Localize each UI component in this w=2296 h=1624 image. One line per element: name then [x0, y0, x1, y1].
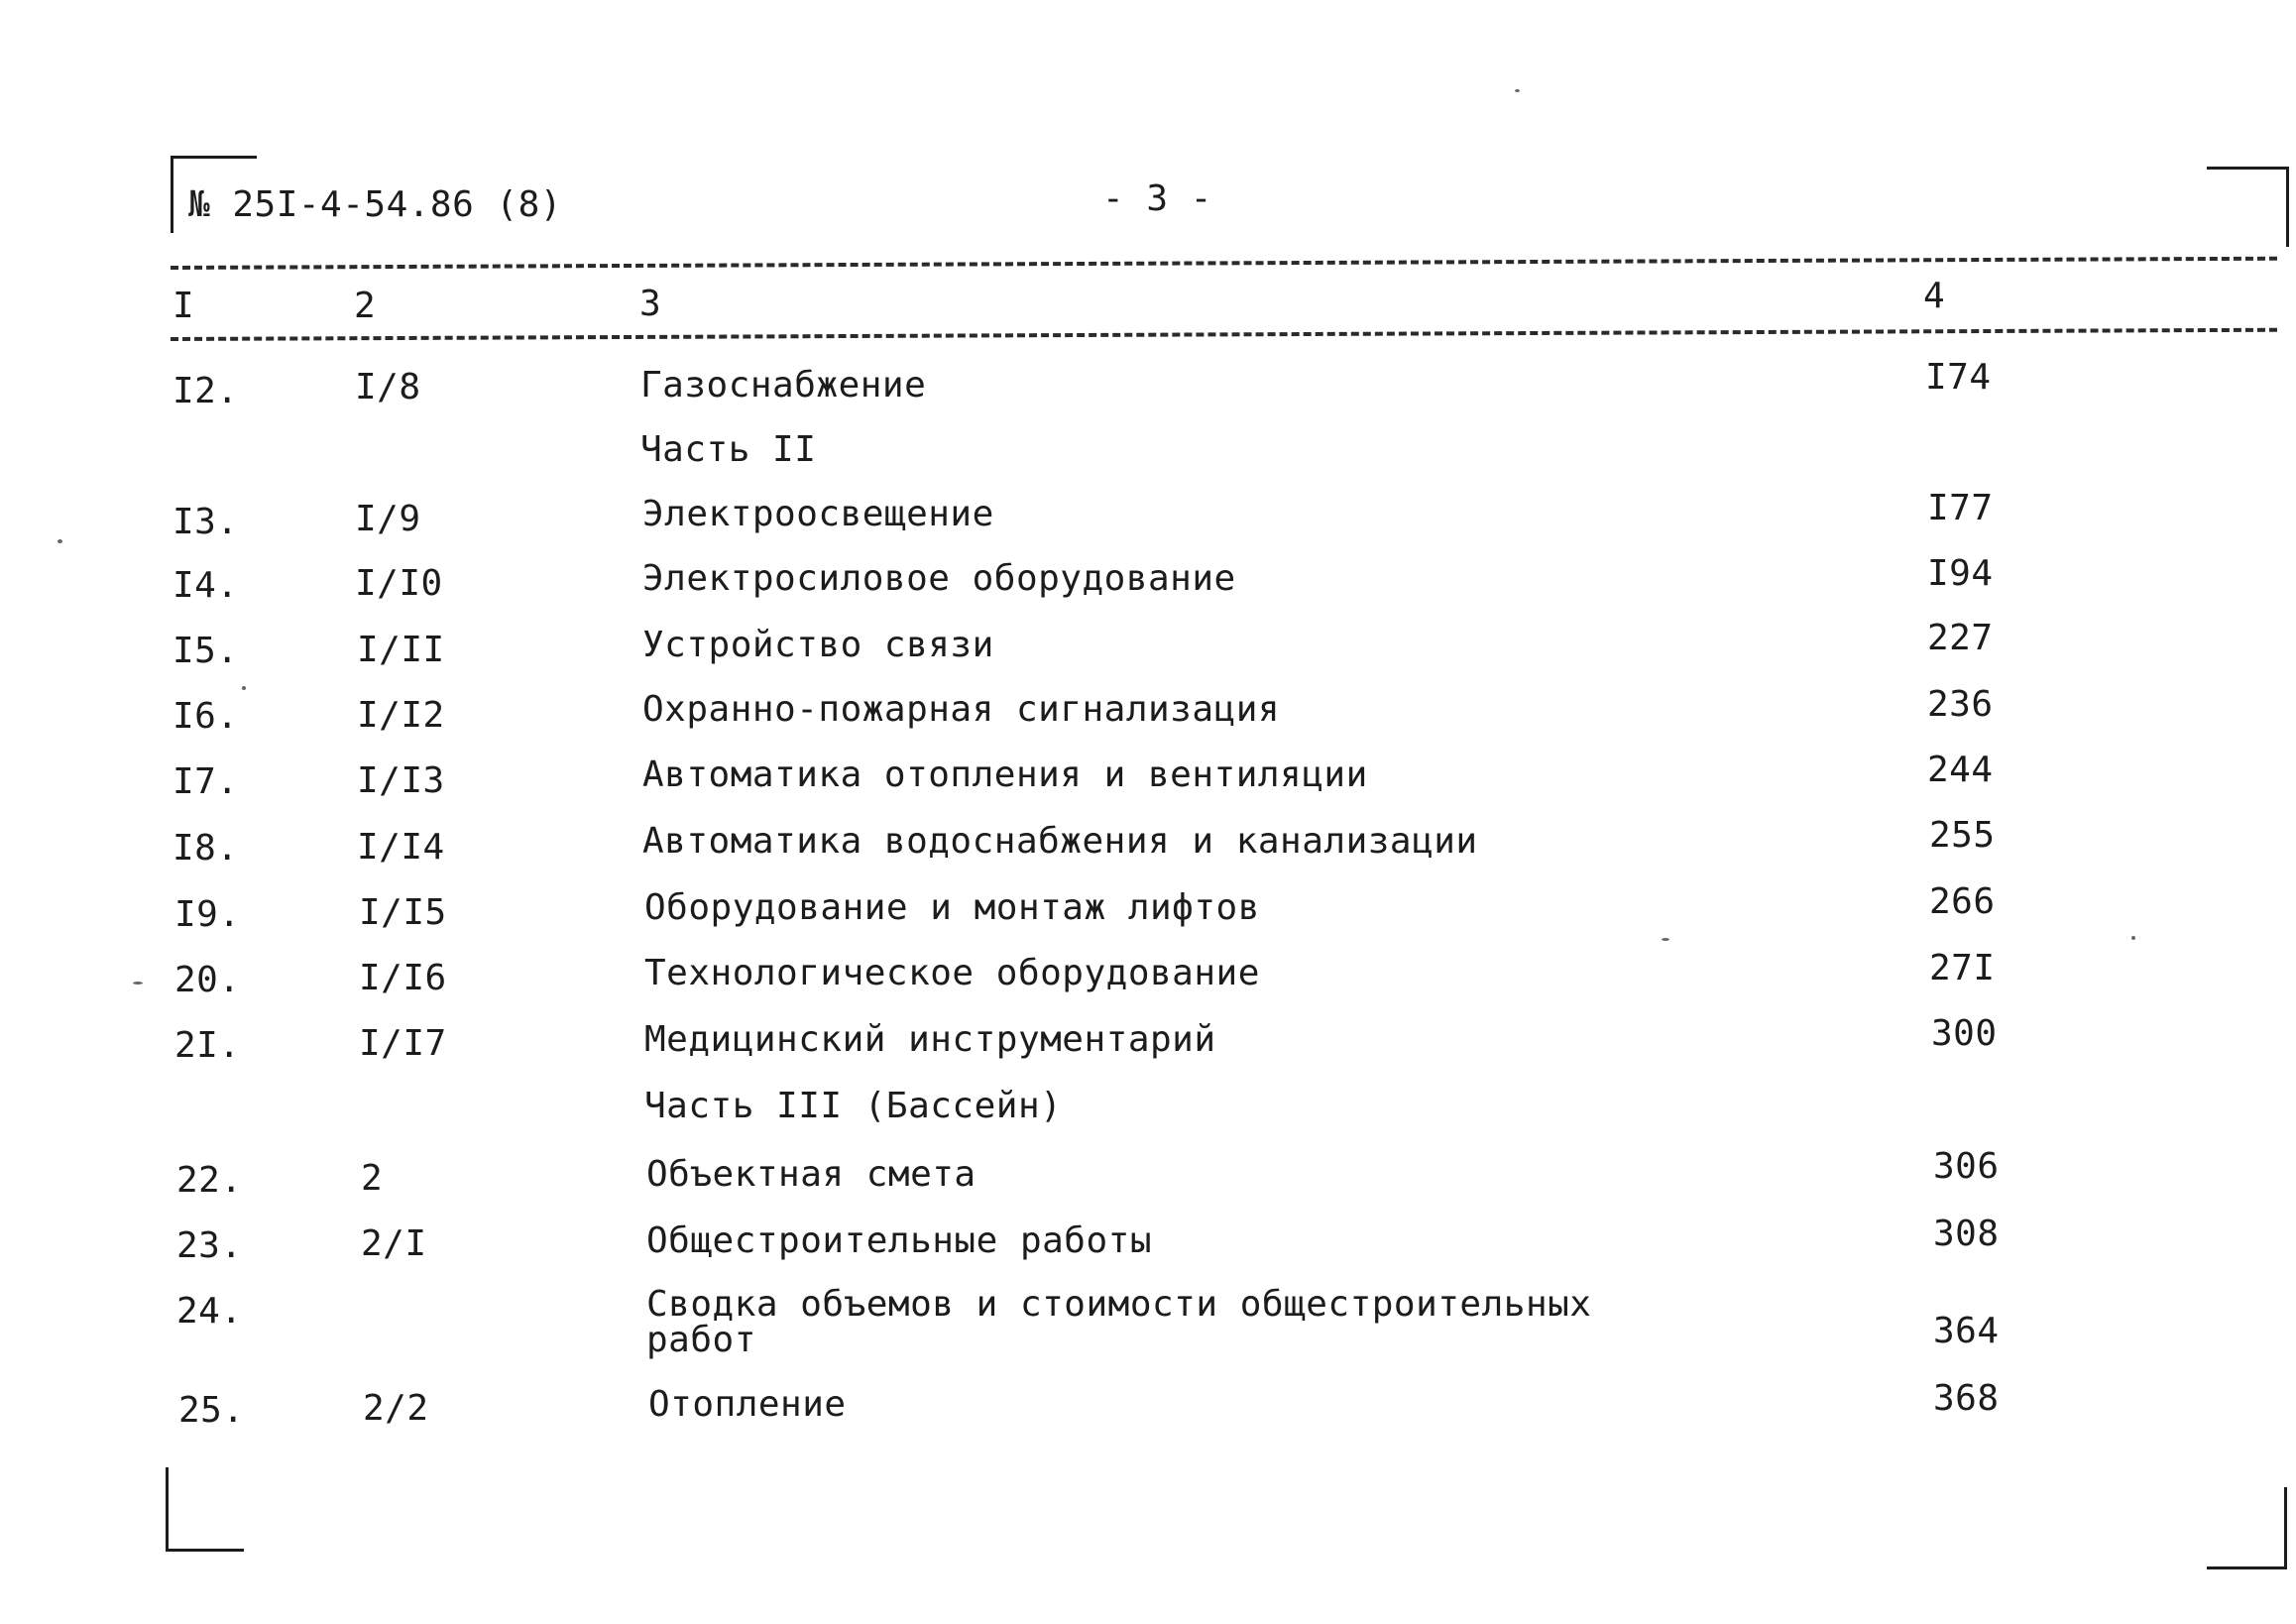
row-page: 308 [1933, 1214, 2000, 1254]
row-code: I/I5 [359, 892, 447, 933]
column-header-1: I [172, 286, 195, 326]
row-code: I/II [357, 630, 445, 670]
row-code: I/I2 [357, 695, 445, 736]
corner-mark-top-right [2207, 167, 2289, 247]
row-number: 24. [176, 1291, 243, 1332]
row-code: I/9 [355, 499, 421, 539]
row-page: 236 [1927, 684, 1994, 725]
row-page: I77 [1927, 488, 1994, 528]
row-number: I6. [172, 696, 239, 737]
row-code: I/I4 [357, 827, 445, 868]
row-page: I74 [1925, 357, 1992, 398]
row-title: Оборудование и монтаж лифтов [644, 887, 1260, 928]
column-header-3: 3 [639, 284, 662, 324]
dashed-rule-top [171, 257, 2277, 270]
row-title: Медицинский инструментарий [644, 1019, 1216, 1060]
row-page: 368 [1933, 1378, 2000, 1419]
column-header-4: 4 [1923, 276, 1946, 316]
scan-speck [133, 982, 143, 985]
row-code: I/I0 [355, 563, 443, 604]
document-number: № 25I-4-54.86 (8) [188, 184, 562, 225]
row-code: I/I6 [359, 958, 447, 998]
row-code: 2/2 [363, 1388, 429, 1429]
column-header-2: 2 [354, 286, 377, 326]
row-number: 23. [176, 1225, 243, 1266]
row-page: 244 [1927, 750, 1994, 790]
scan-speck [242, 686, 246, 690]
row-section-title: Часть III (Бассейн) [644, 1086, 1063, 1126]
row-page: 300 [1931, 1013, 1998, 1054]
row-number: I5. [172, 631, 239, 671]
row-section-title: Часть II [640, 429, 817, 470]
row-number: I4. [172, 565, 239, 606]
row-number: I2. [172, 371, 239, 411]
row-title: Автоматика отопления и вентиляции [642, 754, 1368, 795]
row-title: Отопление [648, 1384, 847, 1425]
row-number: I8. [172, 828, 239, 869]
row-number: I9. [174, 894, 241, 935]
row-number: 20. [174, 960, 241, 1000]
row-code: 2/I [361, 1223, 427, 1264]
dashed-rule-bottom [171, 328, 2277, 341]
row-number: I3. [172, 502, 239, 542]
scan-speck [1515, 89, 1520, 92]
row-code: I/I3 [357, 760, 445, 801]
row-page: 227 [1927, 618, 1994, 658]
row-page: 266 [1929, 881, 1996, 922]
scan-speck [2131, 936, 2135, 940]
row-code: I/8 [355, 367, 421, 407]
row-page: 364 [1933, 1311, 2000, 1351]
row-number: 22. [176, 1160, 243, 1201]
row-page: I94 [1927, 553, 1994, 594]
row-title: Электроосвещение [642, 494, 994, 534]
row-page: 27I [1929, 948, 1996, 988]
row-code: I/I7 [359, 1023, 447, 1064]
corner-mark-bottom-right [2207, 1487, 2287, 1569]
row-title: Автоматика водоснабжения и канализации [642, 821, 1478, 862]
row-number: 25. [178, 1390, 245, 1431]
row-title: Электросиловое оборудование [642, 558, 1236, 599]
row-title: Сводка объемов и стоимости общестроительных [646, 1284, 1592, 1325]
row-title: Устройство связи [642, 625, 994, 665]
page-number: - 3 - [1102, 178, 1212, 219]
row-title-continuation: работ [646, 1320, 756, 1360]
row-page: 255 [1929, 815, 1996, 856]
scan-speck [1662, 938, 1669, 941]
row-title: Охранно-пожарная сигнализация [642, 689, 1281, 730]
corner-mark-bottom-left [166, 1467, 244, 1552]
row-title: Объектная смета [646, 1154, 976, 1195]
row-title: Общестроительные работы [646, 1220, 1152, 1261]
scan-speck [57, 539, 62, 543]
row-title: Технологическое оборудование [644, 953, 1260, 993]
row-code: 2 [361, 1158, 384, 1199]
row-number: I7. [172, 761, 239, 802]
row-title: Газоснабжение [640, 365, 927, 406]
row-page: 306 [1933, 1146, 2000, 1187]
row-number: 2I. [174, 1025, 241, 1066]
